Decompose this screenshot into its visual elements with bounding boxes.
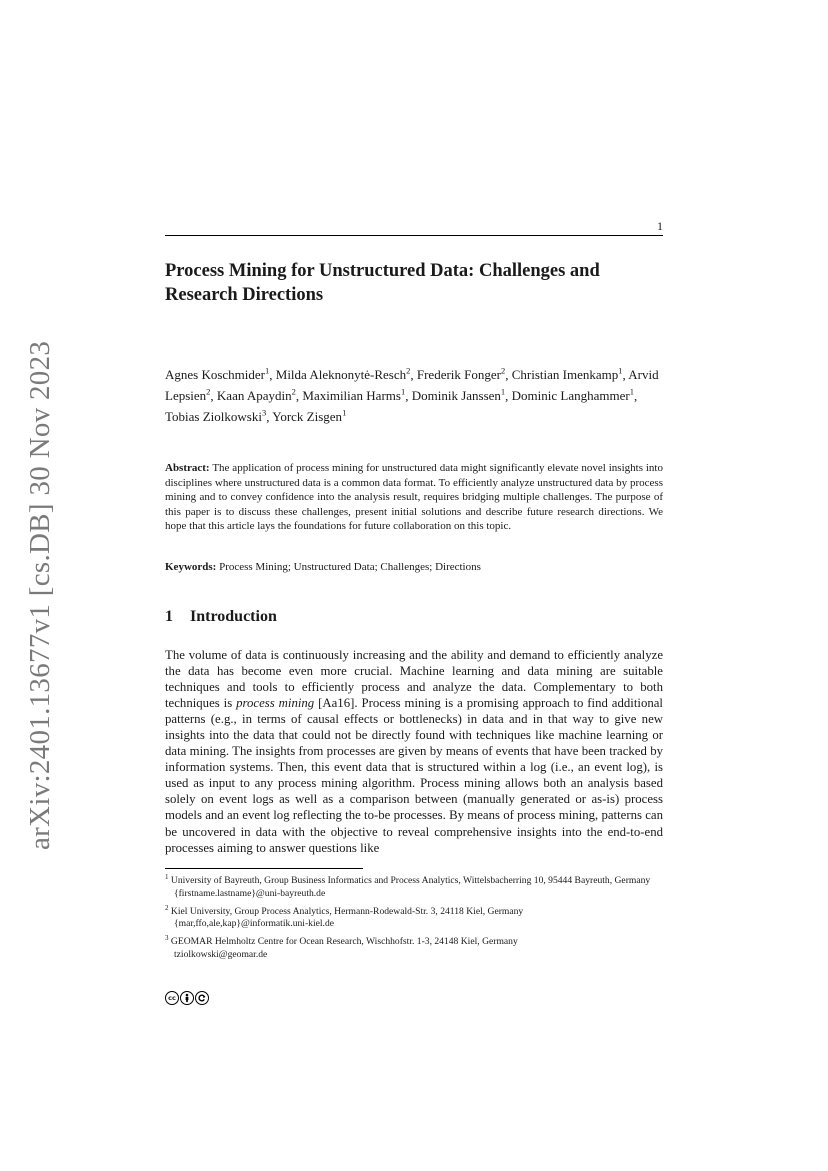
- affiliation-mark: 1: [618, 366, 623, 376]
- footnote: [165, 932, 663, 962]
- paper-title: Process Mining for Unstructured Data: Challenges and Research Directions: [165, 261, 600, 305]
- page-number: 1: [657, 219, 663, 233]
- abstract-text: The application of process mining for unstructured data might significantly elevate novel insights into disciplines where unstructured data is a common data format. To efficiently analyze unstructured data by process mining and to convey confidence into the analysis result, requires bridging multiple challenges. The purpose of this paper is to discuss these challenges, present initial solutions and describe future research directions. We hope that this article lays the foundations for future collaboration on this topic.: [165, 462, 663, 532]
- affiliation-mark: 1: [500, 386, 506, 397]
- footnote-affiliation: University of Bayreuth, Group Business Informatics and Process Analytics, Wittelsbacherring 10, 95444 Bayreuth, Germany: [170, 875, 651, 887]
- affiliation-mark: 3: [261, 407, 267, 418]
- author: Kaan Apaydin$^2$: [216, 386, 296, 404]
- footnote: [165, 871, 663, 901]
- share-alike-icon: [195, 991, 209, 1005]
- footnote-email[interactable]: {firstname.lastname}@uni-bayreuth.de: [174, 887, 326, 899]
- keywords-text: Process Mining; Unstructured Data; Challenges; Directions: [219, 561, 481, 573]
- author: Christian Imenkamp$^1$: [511, 366, 623, 383]
- affiliation-mark: 2: [291, 386, 296, 397]
- arxiv-identifier-stamp[interactable]: arXiv:2401.13677v1 [cs.DB] 30 Nov 2023: [24, 340, 56, 850]
- footnote-mark: 2: [165, 903, 169, 912]
- author: Milda Aleknonytė-Resch$^2$: [275, 366, 411, 383]
- abstract: [165, 461, 663, 534]
- author-list: Agnes Koschmider$^1$, Milda Aleknonytė-Resch$^2$, Frederik Fonger$^2$, Christian Imenkamp$^1$, Arvid Lepsien$^2$, Kaan Apaydin$^2$, Maximilian Harms$^1$, Dominik Janssen$^1$, Dominic Langhammer$^1$, Tobias Ziolkowski$^3$, Yorck Zisgen$^1$: [165, 366, 659, 424]
- author: Yorck Zisgen$^1$: [272, 407, 347, 424]
- footnote: [165, 902, 663, 932]
- footnote-mark: 3: [165, 934, 169, 943]
- author: Dominic Langhammer$^1$: [511, 386, 634, 404]
- author: Dominik Janssen$^1$: [411, 386, 506, 404]
- header-rule: [165, 235, 663, 236]
- affiliation-mark: 1: [400, 386, 406, 397]
- section-number: 1: [165, 608, 173, 625]
- author: Frederik Fonger$^2$: [416, 366, 506, 383]
- footnote-affiliation: Kiel University, Group Process Analytics, Hermann-Rodewald-Str. 3, 24118 Kiel, Germany: [170, 905, 524, 917]
- footnote-affiliation: GEOMAR Helmholtz Centre for Ocean Research, Wischhofstr. 1-3, 24148 Kiel, Germany: [170, 936, 518, 948]
- footnote-rule: [165, 868, 363, 869]
- author: Arvid Lepsien$^2$: [165, 367, 659, 404]
- author: Tobias Ziolkowski$^3$: [165, 407, 267, 424]
- attribution-icon: [180, 991, 194, 1005]
- affiliation-mark: 2: [500, 366, 506, 376]
- keywords: [165, 560, 663, 575]
- keywords-label: Keywords:: [165, 561, 217, 573]
- affiliation-mark: 2: [406, 366, 411, 376]
- creative-commons-icon: cc: [165, 991, 179, 1005]
- cc-by-sa-license-badge[interactable]: [165, 991, 209, 1005]
- affiliation-mark: 1: [629, 386, 634, 397]
- footnotes: [165, 871, 663, 963]
- affiliation-mark: 1: [342, 407, 347, 418]
- section-heading: [165, 607, 277, 627]
- author: Maximilian Harms$^1$: [302, 386, 406, 404]
- footnote-email[interactable]: tziolkowski@geomar.de: [174, 949, 268, 961]
- abstract-label: Abstract:: [165, 462, 210, 474]
- footnote-email[interactable]: {mar,ffo,ale,kap}@informatik.uni-kiel.de: [174, 918, 335, 930]
- emphasis-term: process mining: [236, 696, 315, 711]
- introduction-paragraph: The volume of data is continuously increasing and the ability and demand to efficiently analyze the data has become even more crucial. Machine learning and data mining are suitable techniques and tools to efficiently process and analyze the data. Complementary to both techniques is process mining [Aa16]. Process mining is a promising approach to find additional patterns (e.g., in terms of causal effects or bottlenecks) in data and in that way to give new insights into the data that could not be directly found with techniques like machine learning or data mining. The insights from processes are given by means of events that have been tracked by information systems. Then, this event data that is structured within a log (i.e., an event log), is used as input to any process mining algorithm. Process mining allows both an analysis based solely on event logs as well as a comparison between (manually generated or as-is) process models and an event log reflecting the to-be processes. By means of process mining, patterns can be uncovered in data with the objective to reveal comprehensive insights into the end-to-end processes aiming to answer questions like: [165, 648, 663, 855]
- author: Agnes Koschmider$^1$: [165, 366, 270, 383]
- footnote-mark: 1: [165, 873, 169, 881]
- affiliation-mark: 1: [265, 366, 270, 376]
- affiliation-mark: 2: [206, 386, 211, 397]
- section-title: Introduction: [190, 608, 277, 625]
